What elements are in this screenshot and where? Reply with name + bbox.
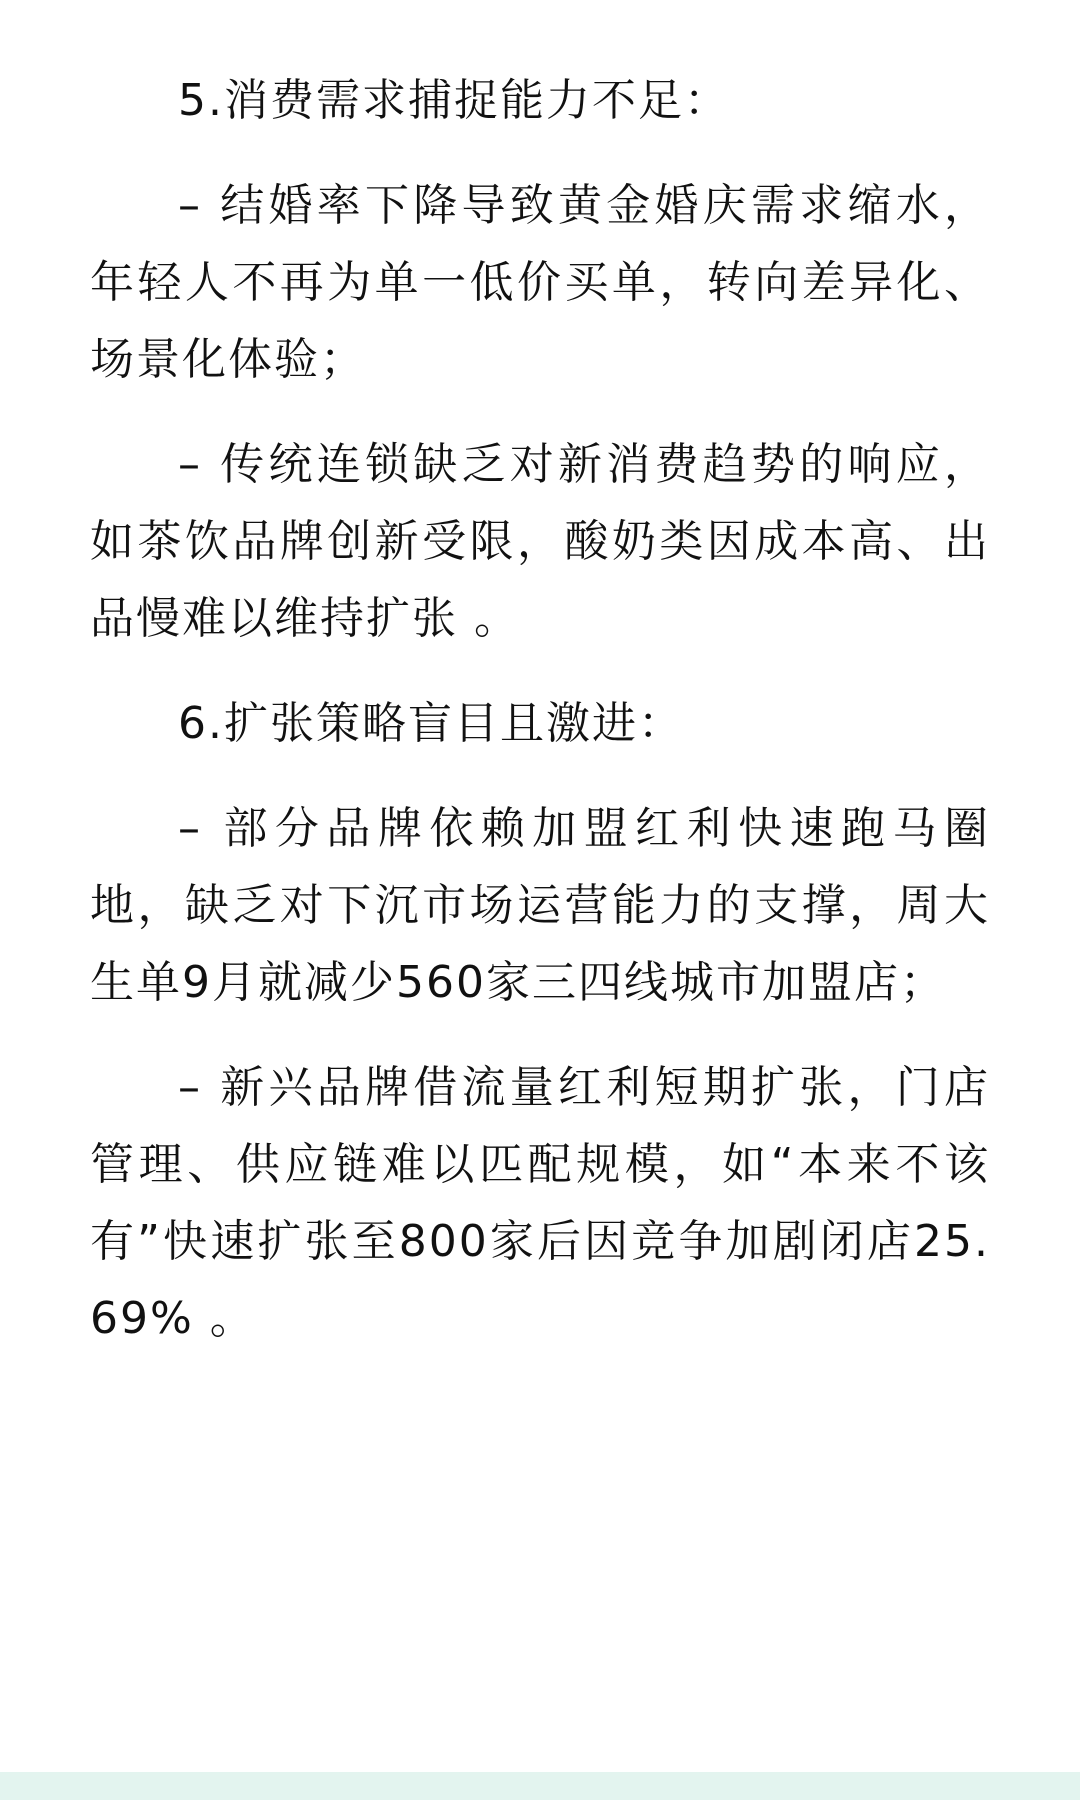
section-heading-6: 6.扩张策略盲目且激进： xyxy=(178,698,684,749)
footer-band xyxy=(0,1772,1080,1800)
bullet-paragraph: – 新兴品牌借流量红利短期扩张，门店管理、供应链难以匹配规模，如“本来不该有”快速扩张至800家后因竞争加剧闭店25.69% 。 xyxy=(90,1062,990,1344)
bullet-paragraph: – 部分品牌依赖加盟红利快速跑马圈地，缺乏对下沉市场运营能力的支撑，周大生单9月就减少560家三四线城市加盟店； xyxy=(90,803,990,1008)
bullet-paragraph: – 传统连锁缺乏对新消费趋势的响应，如茶饮品牌创新受限，酸奶类因成本高、出品慢难以维持扩张 。 xyxy=(90,439,990,644)
article-body xyxy=(90,62,990,1357)
section-heading-5: 5.消费需求捕捉能力不足： xyxy=(178,75,730,126)
bullet-paragraph: – 结婚率下降导致黄金婚庆需求缩水，年轻人不再为单一低价买单，转向差异化、场景化体验； xyxy=(90,180,990,385)
